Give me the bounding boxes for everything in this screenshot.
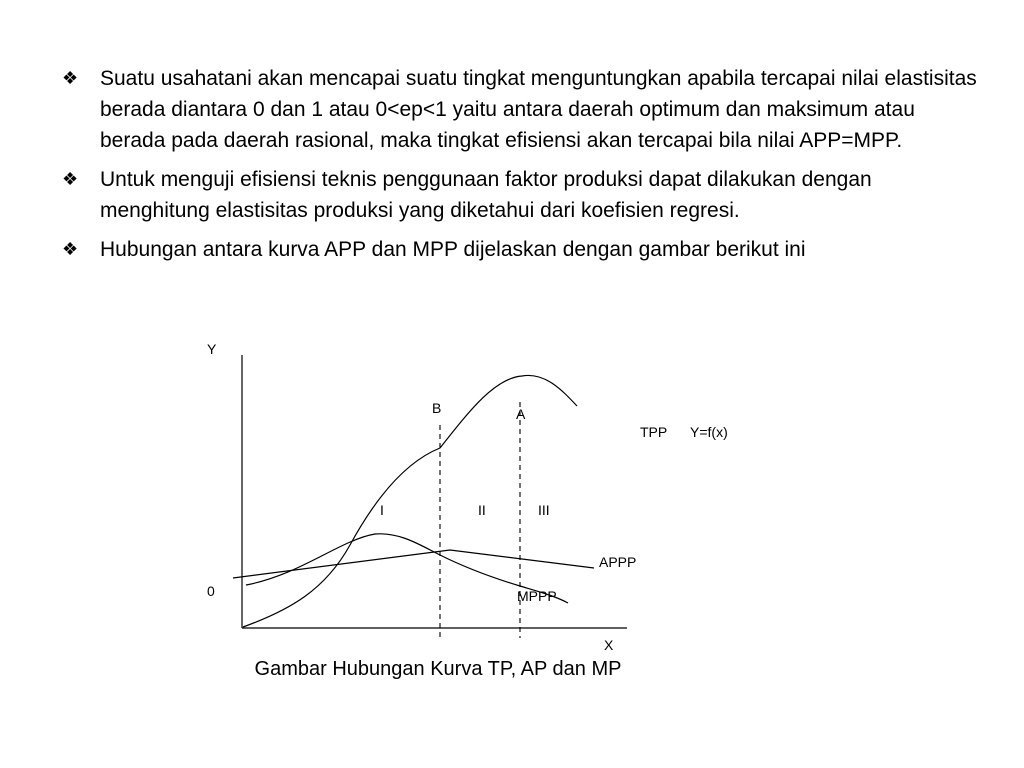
bullet-text: Hubungan antara kurva APP dan MPP dijelaskan dengan gambar berikut ini [100,238,806,261]
region-2-label: II [478,502,486,518]
appp-curve [233,550,594,578]
diamond-bullet-icon: ❖ [62,239,79,259]
figure-caption: Gambar Hubungan Kurva TP, AP dan MP [254,658,622,680]
bullet-text: Untuk menguji efisiensi teknis penggunaan faktor produksi dapat dilakukan dengan menghitung elastisitas produksi yang diketahui dari koefisien regresi. [100,168,872,222]
tpp-function-label: Y=f(x) [690,424,728,440]
tpp-label: TPP [640,424,668,440]
appp-label: APPP [599,554,637,570]
region-3-label: III [538,502,550,518]
region-1-label: I [380,502,384,518]
diamond-bullet-icon: ❖ [62,68,79,88]
point-b-label: B [432,400,442,416]
origin-label: 0 [207,583,215,599]
point-a-label: A [516,406,526,422]
x-axis-label: X [604,637,614,653]
mppp-label: MPPP [517,588,557,604]
diamond-bullet-icon: ❖ [62,169,79,189]
bullet-text: Suatu usahatani akan mencapai suatu tingkat menguntungkan apabila tercapai nilai elastisitas berada diantara 0 dan 1 atau 0<ep<1 yaitu antara daerah optimum dan maksimum atau berada pada daerah rasional, maka tingkat efisiensi akan tercapai bila nilai APP=MPP. [100,67,977,152]
y-axis-label: Y [207,341,217,357]
